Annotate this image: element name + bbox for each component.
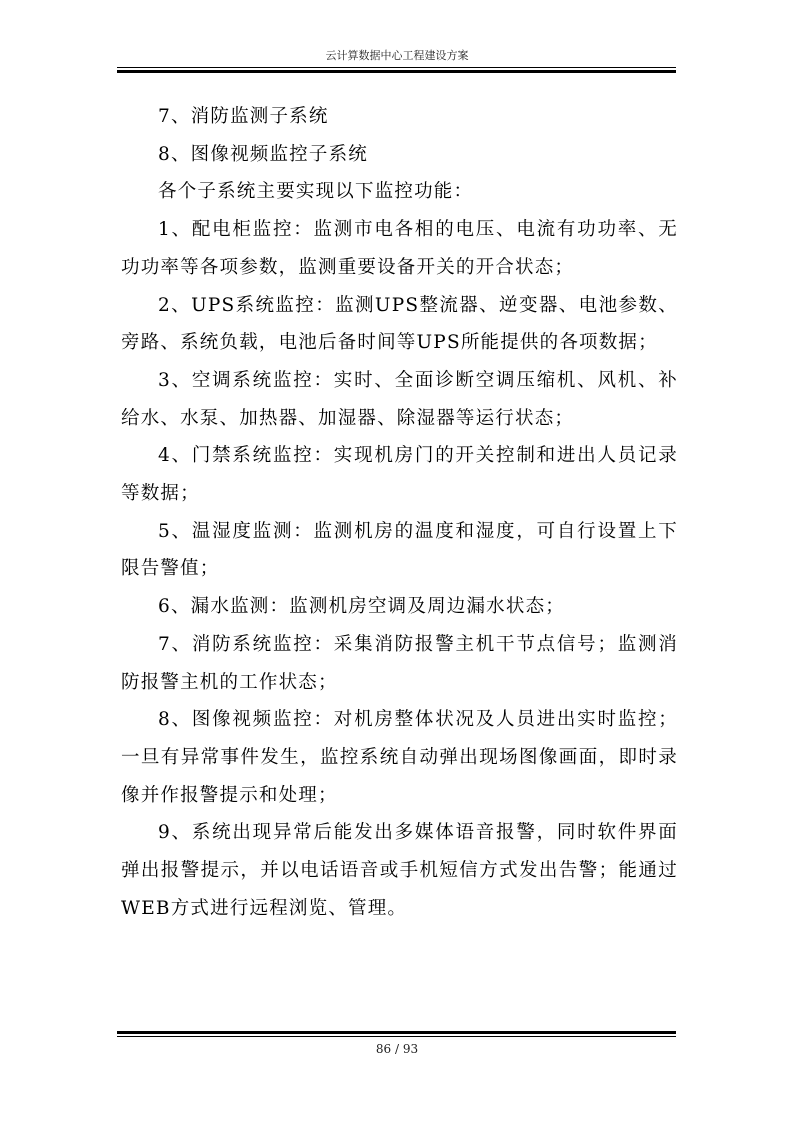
paragraph: 8、图像视频监控子系统	[158, 143, 368, 165]
header-rule-thick	[117, 70, 676, 73]
paragraph: 8、图像视频监控：对机房整体状况及人员进出实时监控；一旦有异常事件发生，监控系统自动弹出现场图像画面，即时录像并作报警提示和处理；	[121, 709, 678, 806]
header-title: 云计算数据中心工程建设方案	[325, 49, 469, 62]
paragraph: 各个子系统主要实现以下监控功能：	[158, 181, 474, 203]
paragraph: 7、消防监测子系统	[158, 106, 329, 127]
header-rule-thin	[117, 67, 676, 68]
paragraph: 5、温湿度监测：监测机房的温度和湿度，可自行设置上下限告警值；	[121, 520, 678, 580]
paragraph: 9、系统出现异常后能发出多媒体语音报警，同时软件界面弹出报警提示，并以电话语音或手机短信方式发出告警；能通过WEB方式进行远程浏览、管理。	[121, 822, 678, 919]
body-text	[121, 98, 678, 927]
paragraph: 3、空调系统监控：实时、全面诊断空调压缩机、风机、补给水、水泵、加热器、加湿器、除湿器等运行状态；	[121, 369, 678, 429]
paragraph: 6、漏水监测：监测机房空调及周边漏水状态；	[158, 596, 565, 618]
footer-rule-thin	[117, 1036, 676, 1037]
paragraph: 4、门禁系统监控：实现机房门的开关控制和进出人员记录等数据；	[121, 445, 678, 505]
paragraph: 1、配电柜监控：监测市电各相的电压、电流有功功率、无功功率等各项参数，监测重要设备开关的开合状态；	[121, 219, 678, 278]
paragraph: 7、消防系统监控：采集消防报警主机干节点信号；监测消防报警主机的工作状态；	[121, 633, 678, 693]
footer-rule-thick	[117, 1031, 676, 1034]
page-number: 86 / 93	[375, 1042, 419, 1056]
paragraph: 2、UPS系统监控：监测UPS整流器、逆变器、电池参数、旁路、系统负载，电池后备时间等UPS所能提供的各项数据；	[121, 294, 678, 354]
